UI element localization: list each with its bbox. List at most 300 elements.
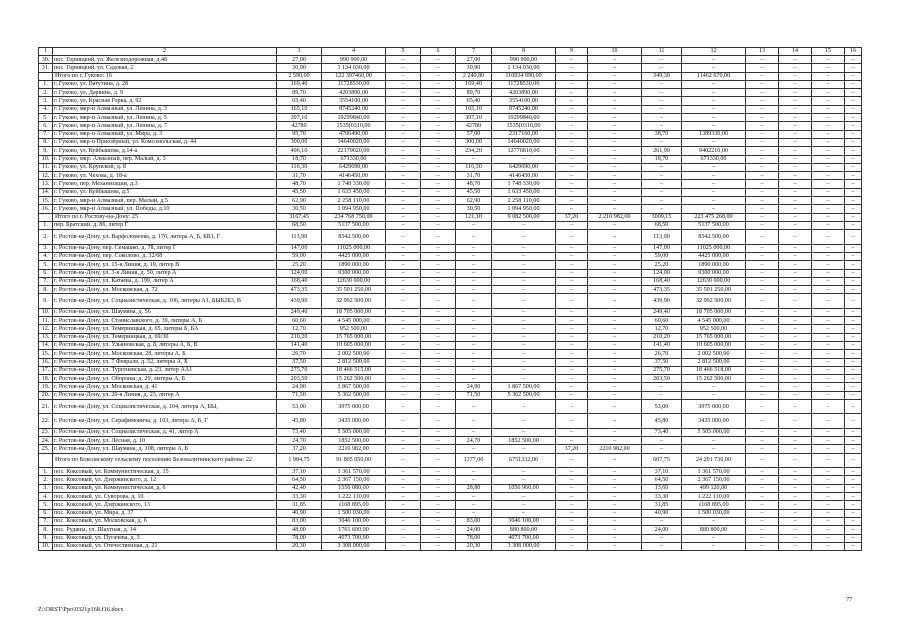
table-cell: 397,10 bbox=[456, 114, 492, 122]
table-cell: 32 992 500,00 bbox=[682, 294, 746, 308]
table-cell: – bbox=[682, 122, 746, 130]
table-cell: – bbox=[421, 484, 456, 492]
table-cell: – bbox=[746, 534, 779, 542]
table-cell: – bbox=[812, 350, 845, 358]
table-cell: 45,50 bbox=[277, 188, 322, 196]
table-cell: 37,10 bbox=[642, 468, 682, 476]
table-cell: 2 258 110,00 bbox=[492, 197, 556, 205]
table-cell: 15 765 000,00 bbox=[322, 333, 386, 341]
table-cell: – bbox=[779, 358, 812, 366]
table-cell: – bbox=[746, 64, 779, 72]
table-cell: – bbox=[845, 445, 862, 453]
table-cell: 1 134 030,00 bbox=[492, 64, 556, 72]
table-cell: – bbox=[588, 114, 642, 122]
table-cell: 24,70 bbox=[456, 437, 492, 445]
table-cell: – bbox=[456, 509, 492, 517]
table-cell: 147,00 bbox=[277, 244, 322, 252]
table-row bbox=[39, 437, 862, 445]
table-cell: – bbox=[421, 534, 456, 542]
table-cell: – bbox=[746, 350, 779, 358]
table-cell: – bbox=[779, 155, 812, 163]
table-cell: 10. bbox=[39, 308, 53, 316]
table-cell: 124,00 bbox=[277, 269, 322, 277]
table-cell: – bbox=[642, 180, 682, 188]
table-cell: 261,90 bbox=[642, 147, 682, 155]
table-cell: – bbox=[556, 205, 588, 213]
table-cell: – bbox=[421, 105, 456, 113]
table-cell: – bbox=[386, 414, 421, 428]
table-cell: – bbox=[588, 138, 642, 146]
table-cell: 71,50 bbox=[456, 391, 492, 399]
cell-name: г. Ростов-на-Дону, ул. Шаумяна, д. 56 bbox=[53, 308, 277, 316]
cell-name: г. Ростов-на-Дону, ул. Варфоломеева, д. 176, литера А, Б, БВ1, Г bbox=[53, 230, 277, 244]
table-cell: – bbox=[779, 163, 812, 171]
table-cell: 6. bbox=[39, 269, 53, 277]
table-cell: – bbox=[682, 56, 746, 64]
table-cell: – bbox=[421, 122, 456, 130]
table-cell: – bbox=[456, 476, 492, 484]
table-cell: 203,50 bbox=[277, 375, 322, 383]
table-cell: – bbox=[845, 97, 862, 105]
table-cell: – bbox=[682, 188, 746, 196]
table-cell: – bbox=[845, 197, 862, 205]
table-cell: – bbox=[779, 188, 812, 196]
table-cell: – bbox=[642, 97, 682, 105]
table-cell: – bbox=[845, 172, 862, 180]
table-cell: – bbox=[588, 122, 642, 130]
table-cell: – bbox=[556, 277, 588, 285]
table-cell: 6429690,00 bbox=[322, 163, 386, 171]
table-cell: – bbox=[812, 155, 845, 163]
table-cell: 4073 700,00 bbox=[322, 534, 386, 542]
table-cell: 18 705 000,00 bbox=[682, 308, 746, 316]
table-cell: 12. bbox=[39, 172, 53, 180]
table-cell: 1 094 950,00 bbox=[322, 205, 386, 213]
cell-name: Итого по г. Ростову-на-Дону: 25 bbox=[53, 213, 277, 221]
table-cell: 22. bbox=[39, 414, 53, 428]
table-cell: 14640020,00 bbox=[322, 138, 386, 146]
table-cell: 65,40 bbox=[277, 97, 322, 105]
table-cell: 1377,00 bbox=[456, 453, 492, 467]
table-cell: – bbox=[421, 230, 456, 244]
table-cell: – bbox=[746, 317, 779, 325]
table-cell: – bbox=[492, 317, 556, 325]
table-cell: – bbox=[456, 230, 492, 244]
table-cell: – bbox=[845, 163, 862, 171]
cell-name: г. Гуково, ул. Чехова, д. 18-а bbox=[53, 172, 277, 180]
table-cell: 1 134 030,00 bbox=[322, 64, 386, 72]
table-cell: – bbox=[812, 230, 845, 244]
table-cell: – bbox=[812, 437, 845, 445]
table-cell: 249,40 bbox=[277, 308, 322, 316]
table-cell: – bbox=[456, 325, 492, 333]
table-cell: – bbox=[386, 269, 421, 277]
table-cell: – bbox=[421, 147, 456, 155]
table-cell: – bbox=[421, 509, 456, 517]
table-cell: – bbox=[812, 221, 845, 229]
table-cell: 95,70 bbox=[277, 130, 322, 138]
cell-name: г. Ростов-на-Дону, пер. Соколово, д. 32/68 bbox=[53, 252, 277, 260]
table-cell: – bbox=[492, 509, 556, 517]
table-cell: – bbox=[588, 163, 642, 171]
table-cell: – bbox=[386, 445, 421, 453]
table-cell: – bbox=[779, 244, 812, 252]
table-cell: – bbox=[456, 308, 492, 316]
table-cell: – bbox=[588, 453, 642, 467]
table-cell: 169,40 bbox=[277, 80, 322, 88]
table-cell: 15 262 500,00 bbox=[322, 375, 386, 383]
table-cell: 57,00 bbox=[456, 130, 492, 138]
table-cell: 2 258 110,00 bbox=[322, 197, 386, 205]
table-cell: – bbox=[421, 261, 456, 269]
table-cell: 45,50 bbox=[456, 188, 492, 196]
table-cell: – bbox=[779, 269, 812, 277]
table-row bbox=[39, 180, 862, 188]
table-cell: 37,20 bbox=[556, 213, 588, 221]
table-row bbox=[39, 56, 862, 64]
table-cell: – bbox=[556, 453, 588, 467]
table-cell: 9402210,00 bbox=[682, 147, 746, 155]
table-cell: – bbox=[779, 509, 812, 517]
table-cell: 1556 080,00 bbox=[322, 484, 386, 492]
table-cell: 3 308 000,00 bbox=[322, 542, 386, 550]
table-cell: – bbox=[682, 180, 746, 188]
table-cell: 7 bbox=[456, 48, 492, 56]
table-cell: – bbox=[421, 358, 456, 366]
table-cell: 168,40 bbox=[277, 277, 322, 285]
table-cell: 8745240,00 bbox=[322, 105, 386, 113]
cell-name: г. Ростов-на-Дону, ул. 15-я Линия, д. 19, литер В bbox=[53, 261, 277, 269]
table-cell: 1 bbox=[39, 48, 53, 56]
table-cell: – bbox=[492, 277, 556, 285]
table-cell: – bbox=[386, 308, 421, 316]
table-cell: – bbox=[386, 114, 421, 122]
table-cell: – bbox=[421, 277, 456, 285]
table-cell: 25,20 bbox=[277, 261, 322, 269]
table-cell: 14. bbox=[39, 188, 53, 196]
table-cell: – bbox=[779, 366, 812, 374]
table-cell: 10 605 000,00 bbox=[322, 341, 386, 349]
table-cell: 1852 500,00 bbox=[322, 437, 386, 445]
table-cell: – bbox=[812, 476, 845, 484]
table-cell: 2 812 500,00 bbox=[322, 358, 386, 366]
table-cell: 5137 500,00 bbox=[682, 221, 746, 229]
table-cell: – bbox=[588, 509, 642, 517]
table-cell: 53,00 bbox=[642, 400, 682, 414]
table-cell: – bbox=[746, 476, 779, 484]
table-cell: 300,00 bbox=[277, 138, 322, 146]
table-cell: 990 900,00 bbox=[322, 56, 386, 64]
table-cell: – bbox=[812, 64, 845, 72]
table-cell: – bbox=[779, 180, 812, 188]
table-cell: – bbox=[746, 261, 779, 269]
table-row bbox=[39, 375, 862, 383]
table-cell: 15 262 500,00 bbox=[682, 375, 746, 383]
table-cell: – bbox=[588, 358, 642, 366]
table-cell: – bbox=[746, 213, 779, 221]
table-cell: 9300 000,00 bbox=[322, 269, 386, 277]
cell-name: г. Ростов-на-Дону, ул. Московская, д. 72 bbox=[53, 286, 277, 294]
table-cell: – bbox=[812, 317, 845, 325]
table-cell: 48,70 bbox=[277, 180, 322, 188]
table-cell: 8745240,00 bbox=[492, 105, 556, 113]
table-row bbox=[39, 213, 862, 221]
table-cell: 31,85 bbox=[277, 501, 322, 509]
table-cell: – bbox=[556, 122, 588, 130]
table-row bbox=[39, 400, 862, 414]
table-cell: – bbox=[456, 445, 492, 453]
table-cell: – bbox=[556, 138, 588, 146]
table-cell: – bbox=[845, 375, 862, 383]
table-cell: – bbox=[588, 230, 642, 244]
table-cell: 48,70 bbox=[456, 180, 492, 188]
table-cell: – bbox=[492, 252, 556, 260]
table-cell: – bbox=[812, 534, 845, 542]
table-cell: – bbox=[746, 493, 779, 501]
table-cell: – bbox=[812, 391, 845, 399]
table-cell: – bbox=[588, 400, 642, 414]
table-cell: – bbox=[682, 391, 746, 399]
table-cell: – bbox=[556, 244, 588, 252]
table-cell: – bbox=[812, 341, 845, 349]
table-cell: – bbox=[588, 155, 642, 163]
table-cell: 349,30 bbox=[642, 72, 682, 80]
table-cell: – bbox=[588, 172, 642, 180]
table-cell: – bbox=[779, 89, 812, 97]
table-cell: 9 082 500,00 bbox=[492, 213, 556, 221]
table-cell: 4146450,00 bbox=[492, 172, 556, 180]
table-cell: – bbox=[588, 437, 642, 445]
table-cell: – bbox=[588, 180, 642, 188]
table-cell: – bbox=[386, 221, 421, 229]
table-row bbox=[39, 317, 862, 325]
table-cell: – bbox=[421, 294, 456, 308]
table-cell: – bbox=[421, 341, 456, 349]
table-cell: – bbox=[386, 80, 421, 88]
table-cell: – bbox=[421, 317, 456, 325]
table-cell: 4. bbox=[39, 105, 53, 113]
table-cell: – bbox=[556, 114, 588, 122]
table-cell: – bbox=[812, 163, 845, 171]
table-cell: – bbox=[682, 437, 746, 445]
table-cell: – bbox=[588, 493, 642, 501]
table-cell: 11462 670,00 bbox=[682, 72, 746, 80]
table-cell: – bbox=[779, 261, 812, 269]
table-cell: – bbox=[421, 130, 456, 138]
table-cell: – bbox=[556, 333, 588, 341]
table-cell: – bbox=[812, 72, 845, 80]
table-cell: – bbox=[746, 230, 779, 244]
table-cell: – bbox=[779, 437, 812, 445]
table-cell: 952 500,00 bbox=[322, 325, 386, 333]
table-row bbox=[39, 383, 862, 391]
table-cell: 2 812 500,00 bbox=[682, 358, 746, 366]
table-cell: – bbox=[386, 375, 421, 383]
table-cell: – bbox=[812, 333, 845, 341]
table-cell: 8542 500,00 bbox=[322, 230, 386, 244]
table-cell: – bbox=[386, 542, 421, 550]
cell-name: пос. Горняцкий, ул. Железнодорожная, д.48 bbox=[53, 56, 277, 64]
table-cell: 12630 000,00 bbox=[682, 277, 746, 285]
table-cell: – bbox=[746, 391, 779, 399]
table-cell: – bbox=[746, 484, 779, 492]
table-cell: – bbox=[588, 428, 642, 436]
table-cell: – bbox=[682, 105, 746, 113]
table-cell: 1. bbox=[39, 221, 53, 229]
table-cell: – bbox=[812, 445, 845, 453]
table-cell: – bbox=[746, 414, 779, 428]
cell-name: г. Ростов-на-Дону, ул. 20-я Линия, д. 23, литер А bbox=[53, 391, 277, 399]
table-row bbox=[39, 244, 862, 252]
table-cell: – bbox=[556, 147, 588, 155]
table-cell: – bbox=[746, 269, 779, 277]
table-cell: 12,70 bbox=[642, 325, 682, 333]
table-cell: 3. bbox=[39, 244, 53, 252]
table-cell: 1 867 500,00 bbox=[492, 383, 556, 391]
table-cell: – bbox=[812, 122, 845, 130]
table-cell: 1 094 950,00 bbox=[492, 205, 556, 213]
table-cell: – bbox=[492, 400, 556, 414]
table-cell: – bbox=[746, 428, 779, 436]
table-row bbox=[39, 188, 862, 196]
table-cell: 11025 000,00 bbox=[682, 244, 746, 252]
table-cell: 2 210 982,00 bbox=[588, 213, 642, 221]
table-cell: – bbox=[588, 325, 642, 333]
table-cell: – bbox=[456, 501, 492, 509]
table-cell: – bbox=[779, 542, 812, 550]
table-cell: – bbox=[746, 517, 779, 525]
table-cell: – bbox=[588, 294, 642, 308]
table-cell: 3009,15 bbox=[642, 213, 682, 221]
table-cell: – bbox=[779, 72, 812, 80]
table-cell: – bbox=[421, 526, 456, 534]
table-cell: 3554100,00 bbox=[322, 97, 386, 105]
table-row bbox=[39, 97, 862, 105]
table-cell: 25. bbox=[39, 445, 53, 453]
table-cell: 13,60 bbox=[642, 484, 682, 492]
table-cell: 8. bbox=[39, 526, 53, 534]
cell-name: г. Ростов-на-Дону, ул. Социалистическая, д. 41, литер А bbox=[53, 428, 277, 436]
table-cell: 1852 500,00 bbox=[492, 437, 556, 445]
table-cell: – bbox=[386, 484, 421, 492]
table-cell: 3. bbox=[39, 97, 53, 105]
table-cell: – bbox=[421, 437, 456, 445]
table-cell: 68,50 bbox=[642, 221, 682, 229]
table-cell: – bbox=[779, 97, 812, 105]
table-cell: – bbox=[386, 122, 421, 130]
table-cell: – bbox=[812, 484, 845, 492]
table-cell: 83,00 bbox=[456, 517, 492, 525]
table-cell: – bbox=[845, 437, 862, 445]
table-cell: – bbox=[812, 493, 845, 501]
table-cell: – bbox=[779, 476, 812, 484]
table-cell: – bbox=[492, 269, 556, 277]
table-cell: – bbox=[421, 89, 456, 97]
table-cell: 73,40 bbox=[642, 428, 682, 436]
table-cell: – bbox=[421, 80, 456, 88]
table-cell: – bbox=[812, 383, 845, 391]
table-cell: – bbox=[588, 89, 642, 97]
table-header-row bbox=[39, 48, 862, 56]
table-row bbox=[39, 526, 862, 534]
cell-name: г. Гуково, ул. Ватутина, д. 28 bbox=[53, 80, 277, 88]
table-cell: – bbox=[556, 197, 588, 205]
table-cell: – bbox=[812, 180, 845, 188]
table-cell: – bbox=[845, 383, 862, 391]
table-cell: – bbox=[682, 89, 746, 97]
cell-name: г. Ростов-на-Дону, ул. Лесная, д. 10 bbox=[53, 437, 277, 445]
table-cell: 1 222 110,00 bbox=[322, 493, 386, 501]
table-cell: – bbox=[386, 147, 421, 155]
table-cell: – bbox=[556, 286, 588, 294]
table-cell: – bbox=[386, 526, 421, 534]
table-cell: – bbox=[386, 56, 421, 64]
table-cell: – bbox=[588, 341, 642, 349]
table-cell: – bbox=[812, 414, 845, 428]
table-cell: – bbox=[779, 325, 812, 333]
table-cell: 12630 000,00 bbox=[322, 277, 386, 285]
table-cell: – bbox=[845, 138, 862, 146]
table-cell: – bbox=[845, 350, 862, 358]
table-cell: – bbox=[746, 197, 779, 205]
cell-name: г. Ростов-на-Дону, ул. Станиславского, д. 39, литеры А, Б bbox=[53, 317, 277, 325]
table-cell: 11. bbox=[39, 317, 53, 325]
table-cell: 59,00 bbox=[642, 252, 682, 260]
table-row bbox=[39, 476, 862, 484]
table-cell: – bbox=[746, 147, 779, 155]
table-cell: – bbox=[556, 252, 588, 260]
table-cell: 110934 990,00 bbox=[492, 72, 556, 80]
cell-name: г. Гуково, ул. Куйбышева, д.5 bbox=[53, 188, 277, 196]
table-cell: – bbox=[421, 383, 456, 391]
table-cell: – bbox=[421, 97, 456, 105]
table-cell: – bbox=[386, 366, 421, 374]
table-cell: – bbox=[492, 366, 556, 374]
table-cell: – bbox=[588, 56, 642, 64]
table-cell: 27,00 bbox=[456, 56, 492, 64]
table-cell: – bbox=[642, 197, 682, 205]
table-cell: – bbox=[746, 375, 779, 383]
table-cell: – bbox=[456, 468, 492, 476]
cell-name: пос. Коксовый, ул. Дзержинского, 13 bbox=[53, 501, 277, 509]
cell-name: г. Ростов-на-Дону, ул. Московская, д. 41 bbox=[53, 383, 277, 391]
table-cell: – bbox=[845, 468, 862, 476]
table-cell: 473,35 bbox=[277, 286, 322, 294]
table-cell: 11728530,00 bbox=[322, 80, 386, 88]
table-cell: – bbox=[812, 294, 845, 308]
table-cell: 249,40 bbox=[642, 308, 682, 316]
table-cell: – bbox=[812, 114, 845, 122]
table-cell: – bbox=[642, 163, 682, 171]
table-cell: 1 361 570,00 bbox=[682, 468, 746, 476]
table-cell: 3. bbox=[39, 484, 53, 492]
table-cell: – bbox=[556, 517, 588, 525]
table-cell: – bbox=[556, 261, 588, 269]
table-cell: – bbox=[456, 155, 492, 163]
table-cell: – bbox=[386, 509, 421, 517]
table-cell: – bbox=[812, 89, 845, 97]
table-cell: – bbox=[746, 366, 779, 374]
table-cell: – bbox=[812, 428, 845, 436]
table-cell: 3435 000,00 bbox=[322, 414, 386, 428]
cell-name: пос. Коксовый, ул. Коммунистическая, д. 15 bbox=[53, 468, 277, 476]
table-cell: 30,90 bbox=[456, 64, 492, 72]
table-cell: – bbox=[682, 205, 746, 213]
table-cell: – bbox=[456, 358, 492, 366]
table-cell: 1. bbox=[39, 468, 53, 476]
table-cell: 31,70 bbox=[456, 172, 492, 180]
table-cell: – bbox=[812, 138, 845, 146]
